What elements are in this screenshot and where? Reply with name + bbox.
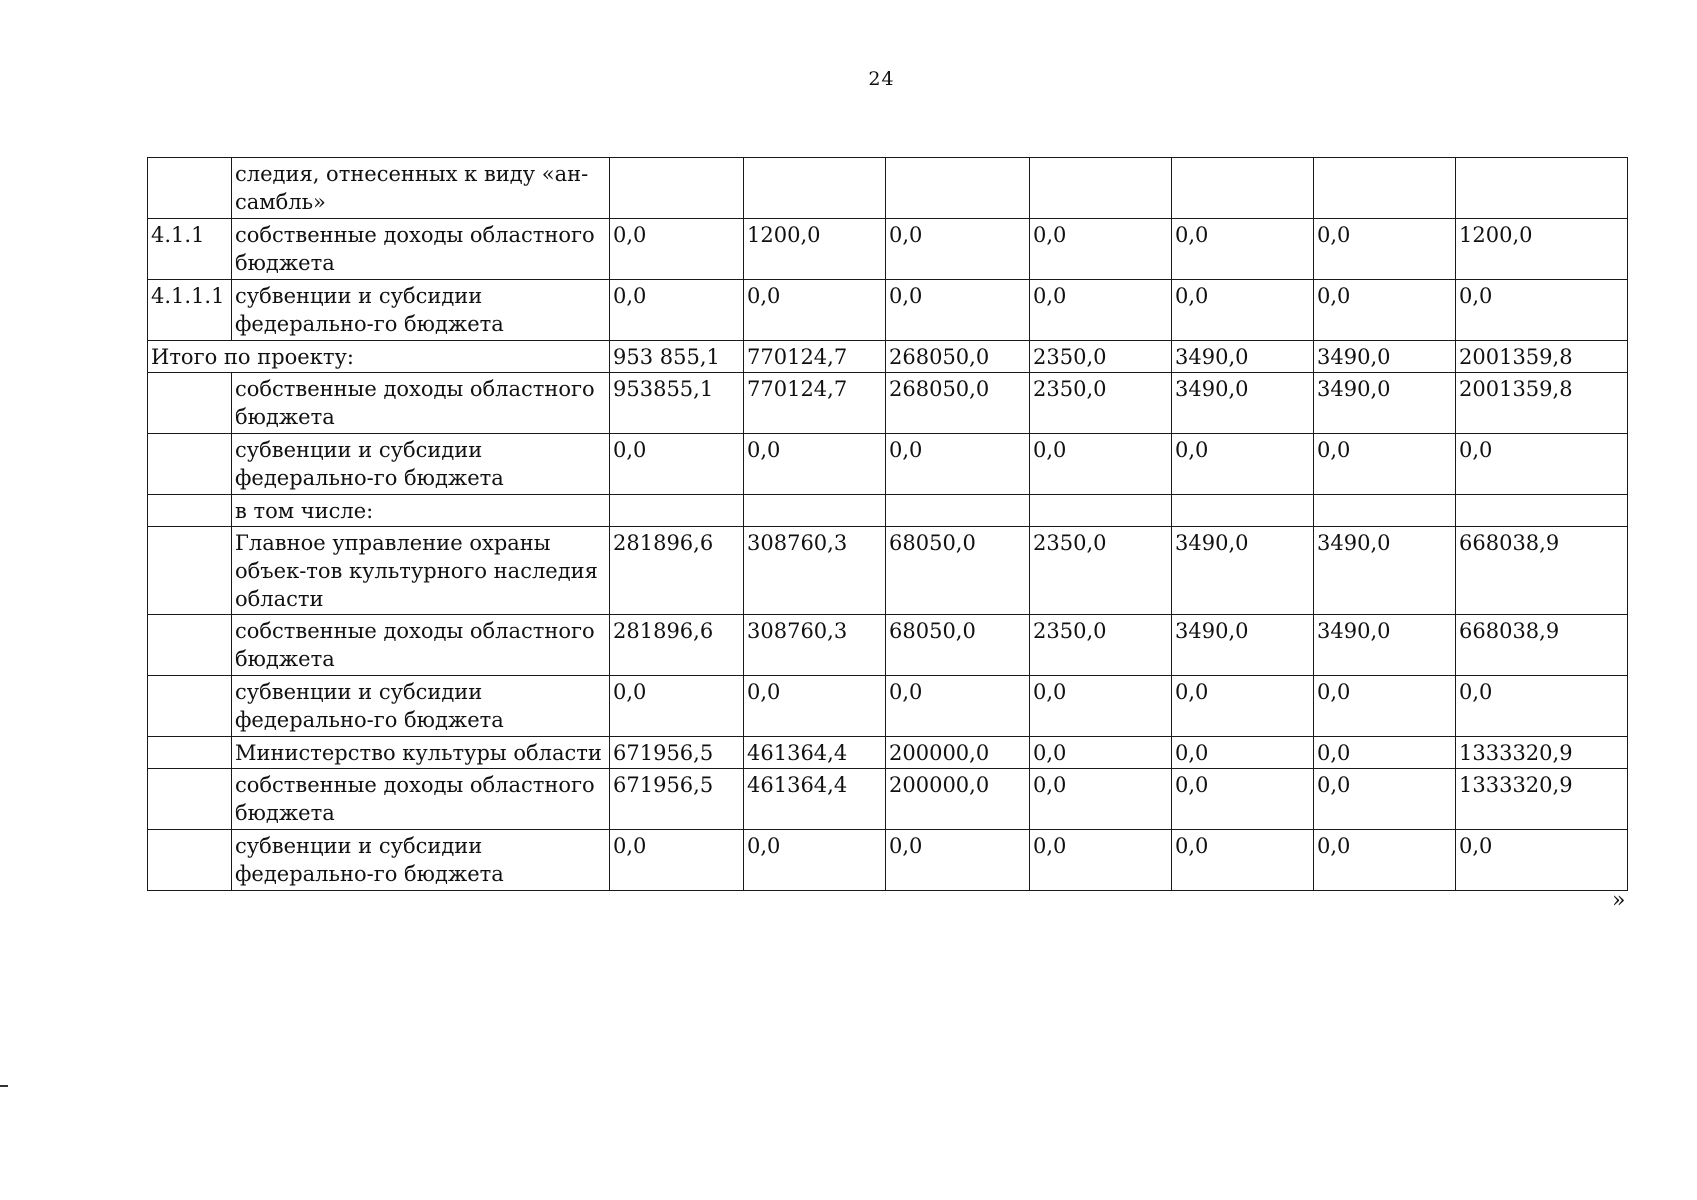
value-cell: 0,0 <box>1314 830 1456 891</box>
value-cell: 953 855,1 <box>610 341 744 373</box>
value-cell: 1200,0 <box>1456 219 1628 280</box>
row-code-cell: 4.1.1 <box>148 219 232 280</box>
value-cell: 68050,0 <box>886 527 1030 615</box>
value-cell <box>886 158 1030 219</box>
value-cell: 770124,7 <box>744 341 886 373</box>
value-cell: 0,0 <box>1456 280 1628 341</box>
row-name-cell: следия, отнесенных к виду «ан- самбль» <box>232 158 610 219</box>
value-cell: 0,0 <box>744 280 886 341</box>
row-name-cell: субвенции и субсидии федерально-го бюджета <box>232 434 610 495</box>
table-row <box>148 527 1628 615</box>
row-name-cell: собственные доходы областного бюджета <box>232 219 610 280</box>
row-name-cell: собственные доходы областного бюджета <box>232 373 610 434</box>
budget-table <box>147 157 1628 891</box>
value-cell: 3490,0 <box>1172 615 1314 676</box>
value-cell: 0,0 <box>1314 219 1456 280</box>
value-cell: 3490,0 <box>1314 527 1456 615</box>
value-cell: 0,0 <box>744 434 886 495</box>
value-cell: 0,0 <box>610 830 744 891</box>
row-code-cell <box>148 434 232 495</box>
value-cell: 3490,0 <box>1314 373 1456 434</box>
value-cell: 0,0 <box>1172 434 1314 495</box>
value-cell: 281896,6 <box>610 615 744 676</box>
table-row <box>148 341 1628 373</box>
table-row <box>148 219 1628 280</box>
row-code-cell <box>148 676 232 737</box>
value-cell: 0,0 <box>1314 280 1456 341</box>
value-cell: 3490,0 <box>1314 341 1456 373</box>
value-cell: 668038,9 <box>1456 527 1628 615</box>
row-code-cell <box>148 495 232 527</box>
value-cell: 3490,0 <box>1172 527 1314 615</box>
value-cell: 281896,6 <box>610 527 744 615</box>
value-cell <box>610 495 744 527</box>
page-number: 24 <box>868 68 895 90</box>
value-cell: 671956,5 <box>610 769 744 830</box>
value-cell: 461364,4 <box>744 737 886 769</box>
table-row <box>148 830 1628 891</box>
row-name-cell: субвенции и субсидии федерально-го бюджета <box>232 830 610 891</box>
value-cell <box>1030 158 1172 219</box>
value-cell: 0,0 <box>610 676 744 737</box>
value-cell: 268050,0 <box>886 373 1030 434</box>
row-code-cell <box>148 830 232 891</box>
value-cell: 2001359,8 <box>1456 373 1628 434</box>
value-cell: 0,0 <box>1456 830 1628 891</box>
value-cell: 668038,9 <box>1456 615 1628 676</box>
value-cell: 0,0 <box>1172 769 1314 830</box>
value-cell: 0,0 <box>1030 830 1172 891</box>
value-cell: 0,0 <box>1456 434 1628 495</box>
table-row <box>148 495 1628 527</box>
row-name-cell: Главное управление охраны объек-тов культурного наследия области <box>232 527 610 615</box>
value-cell <box>1314 158 1456 219</box>
value-cell: 0,0 <box>744 676 886 737</box>
value-cell: 2350,0 <box>1030 527 1172 615</box>
value-cell <box>1456 158 1628 219</box>
value-cell: 0,0 <box>744 830 886 891</box>
row-code-cell: 4.1.1.1 <box>148 280 232 341</box>
table-row <box>148 676 1628 737</box>
value-cell <box>886 495 1030 527</box>
value-cell: 0,0 <box>1030 737 1172 769</box>
closing-quote: » <box>1612 888 1626 913</box>
value-cell: 0,0 <box>1314 737 1456 769</box>
row-name-cell: субвенции и субсидии федерально-го бюджета <box>232 676 610 737</box>
value-cell: 308760,3 <box>744 615 886 676</box>
value-cell: 953855,1 <box>610 373 744 434</box>
value-cell: 0,0 <box>886 676 1030 737</box>
value-cell: 1200,0 <box>744 219 886 280</box>
row-name-cell: собственные доходы областного бюджета <box>232 769 610 830</box>
value-cell: 1333320,9 <box>1456 769 1628 830</box>
value-cell: 3490,0 <box>1314 615 1456 676</box>
value-cell <box>1314 495 1456 527</box>
value-cell: 0,0 <box>886 280 1030 341</box>
value-cell: 0,0 <box>1030 434 1172 495</box>
value-cell: 308760,3 <box>744 527 886 615</box>
table-row <box>148 280 1628 341</box>
value-cell: 268050,0 <box>886 341 1030 373</box>
value-cell: 2350,0 <box>1030 373 1172 434</box>
row-name-cell: собственные доходы областного бюджета <box>232 615 610 676</box>
value-cell: 0,0 <box>610 219 744 280</box>
row-name-cell: Министерство культуры области <box>232 737 610 769</box>
value-cell <box>1172 495 1314 527</box>
value-cell <box>1172 158 1314 219</box>
table-row <box>148 434 1628 495</box>
budget-table-body <box>148 158 1628 891</box>
table-row <box>148 615 1628 676</box>
value-cell <box>1030 495 1172 527</box>
value-cell: 0,0 <box>1172 280 1314 341</box>
row-name-cell: в том числе: <box>232 495 610 527</box>
value-cell: 461364,4 <box>744 769 886 830</box>
table-row <box>148 373 1628 434</box>
value-cell <box>610 158 744 219</box>
value-cell: 0,0 <box>1030 219 1172 280</box>
value-cell: 3490,0 <box>1172 341 1314 373</box>
value-cell: 0,0 <box>1030 676 1172 737</box>
row-code-cell <box>148 769 232 830</box>
value-cell: 0,0 <box>1172 676 1314 737</box>
value-cell: 0,0 <box>886 434 1030 495</box>
value-cell: 0,0 <box>1172 737 1314 769</box>
value-cell: 0,0 <box>1314 434 1456 495</box>
value-cell: 2350,0 <box>1030 615 1172 676</box>
row-code-cell <box>148 737 232 769</box>
row-code-cell <box>148 527 232 615</box>
value-cell: 671956,5 <box>610 737 744 769</box>
value-cell: 0,0 <box>1314 769 1456 830</box>
value-cell <box>1456 495 1628 527</box>
table-row <box>148 737 1628 769</box>
value-cell: 200000,0 <box>886 737 1030 769</box>
value-cell <box>744 158 886 219</box>
row-label-cell: Итого по проекту: <box>148 341 610 373</box>
value-cell: 1333320,9 <box>1456 737 1628 769</box>
value-cell: 0,0 <box>1456 676 1628 737</box>
value-cell: 200000,0 <box>886 769 1030 830</box>
row-code-cell <box>148 158 232 219</box>
value-cell: 0,0 <box>1172 219 1314 280</box>
value-cell: 0,0 <box>610 434 744 495</box>
value-cell: 770124,7 <box>744 373 886 434</box>
table-row <box>148 158 1628 219</box>
row-code-cell <box>148 615 232 676</box>
value-cell: 68050,0 <box>886 615 1030 676</box>
value-cell <box>744 495 886 527</box>
value-cell: 2001359,8 <box>1456 341 1628 373</box>
value-cell: 2350,0 <box>1030 341 1172 373</box>
row-name-cell: субвенции и субсидии федерально-го бюджета <box>232 280 610 341</box>
value-cell: 0,0 <box>886 830 1030 891</box>
scan-mark <box>0 1085 8 1087</box>
value-cell: 3490,0 <box>1172 373 1314 434</box>
row-code-cell <box>148 373 232 434</box>
value-cell: 0,0 <box>1172 830 1314 891</box>
value-cell: 0,0 <box>886 219 1030 280</box>
table-row <box>148 769 1628 830</box>
value-cell: 0,0 <box>1030 769 1172 830</box>
value-cell: 0,0 <box>1030 280 1172 341</box>
value-cell: 0,0 <box>610 280 744 341</box>
value-cell: 0,0 <box>1314 676 1456 737</box>
